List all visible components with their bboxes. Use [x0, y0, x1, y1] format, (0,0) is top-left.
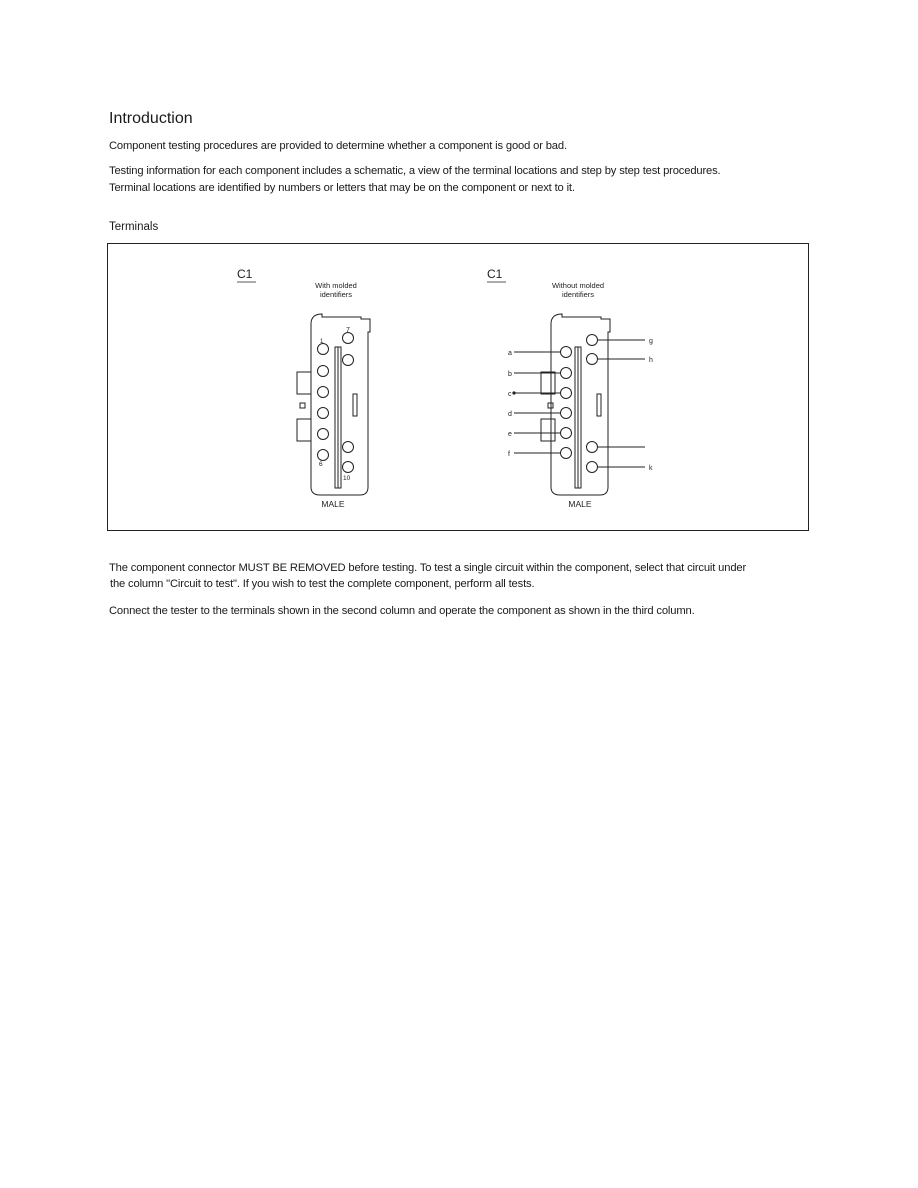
- warning-text-post: before testing. To test a single circuit within the component, select that circuit under: [345, 562, 747, 574]
- left-pin: [318, 450, 329, 461]
- right-pin-c: [561, 388, 572, 399]
- left-gender-label: MALE: [321, 499, 345, 509]
- warning-text-pre: The component connector: [109, 562, 239, 574]
- left-caption-line-2: identifiers: [319, 290, 353, 299]
- left-tab-lower: [297, 419, 311, 441]
- right-latch: [597, 394, 601, 416]
- pin-label-e: e: [508, 431, 512, 438]
- pin-label-c: c: [508, 391, 512, 398]
- intro-paragraph: Component testing procedures are provided to determine whether a component is good or bad.: [109, 140, 567, 152]
- right-caption-line-1: Without molded: [551, 281, 605, 290]
- left-pin: [318, 429, 329, 440]
- left-key: [300, 403, 305, 408]
- right-pin-k: [587, 462, 598, 473]
- pin-label-g: g: [649, 338, 653, 345]
- left-pin: [343, 462, 354, 473]
- right-connector-label: C1: [487, 267, 503, 281]
- left-pin: [318, 408, 329, 419]
- left-latch: [353, 394, 357, 416]
- terminals-section-title: Terminals: [109, 221, 159, 233]
- left-pin-label-1: 1: [320, 339, 324, 345]
- right-pin-g: [587, 335, 598, 346]
- left-pin-label-7: 7: [346, 327, 350, 334]
- right-tab-lower: [541, 419, 555, 441]
- left-pin: [343, 333, 354, 344]
- right-pin-b: [561, 368, 572, 379]
- leader-c-dot: [512, 391, 515, 394]
- pin-label-f: f: [508, 451, 510, 458]
- connector-diagram-svg: [108, 244, 810, 532]
- left-pin: [318, 387, 329, 398]
- pin-label-h: h: [649, 357, 653, 364]
- right-caption-line-2: identifiers: [561, 290, 595, 299]
- right-pin-e: [561, 428, 572, 439]
- right-pin-d: [561, 408, 572, 419]
- tester-paragraph: Connect the tester to the terminals shown in the second column and operate the component as shown in the third column.: [109, 605, 695, 617]
- pin-label-b: b: [508, 371, 512, 378]
- right-pin-f: [561, 448, 572, 459]
- right-inner-bar-2: [578, 347, 581, 488]
- pin-label-a: a: [508, 350, 512, 357]
- right-tab-upper: [541, 372, 555, 394]
- left-caption-line-1: With molded: [315, 281, 357, 290]
- left-pin-label-10: 10: [343, 475, 351, 482]
- warning-paragraph-line-1: [109, 562, 746, 574]
- warning-text-emphasis: MUST BE REMOVED: [238, 562, 346, 574]
- warning-paragraph-line-2: the column "Circuit to test". If you wish to test the complete component, perform all tests.: [110, 578, 535, 590]
- info-paragraph-line-2: Terminal locations are identified by numbers or letters that may be on the component or next to it.: [109, 182, 575, 194]
- left-pin: [318, 366, 329, 377]
- left-pin-label-6: 6: [319, 461, 323, 468]
- page-title: Introduction: [109, 110, 193, 127]
- right-pin-h: [587, 354, 598, 365]
- pin-label-k: k: [649, 465, 653, 472]
- left-pin: [318, 344, 329, 355]
- right-gender-label: MALE: [568, 499, 592, 509]
- pin-label-d: d: [508, 411, 512, 418]
- left-pin: [343, 355, 354, 366]
- terminals-diagram: [107, 243, 809, 531]
- info-paragraph-line-1: Testing information for each component includes a schematic, a view of the terminal locations and step by step test procedures.: [109, 165, 721, 177]
- left-inner-bar-2: [338, 347, 341, 488]
- left-connector-label: C1: [237, 267, 253, 281]
- right-pin-a: [561, 347, 572, 358]
- left-pin: [343, 442, 354, 453]
- left-tab-upper: [297, 372, 311, 394]
- right-pin: [587, 442, 598, 453]
